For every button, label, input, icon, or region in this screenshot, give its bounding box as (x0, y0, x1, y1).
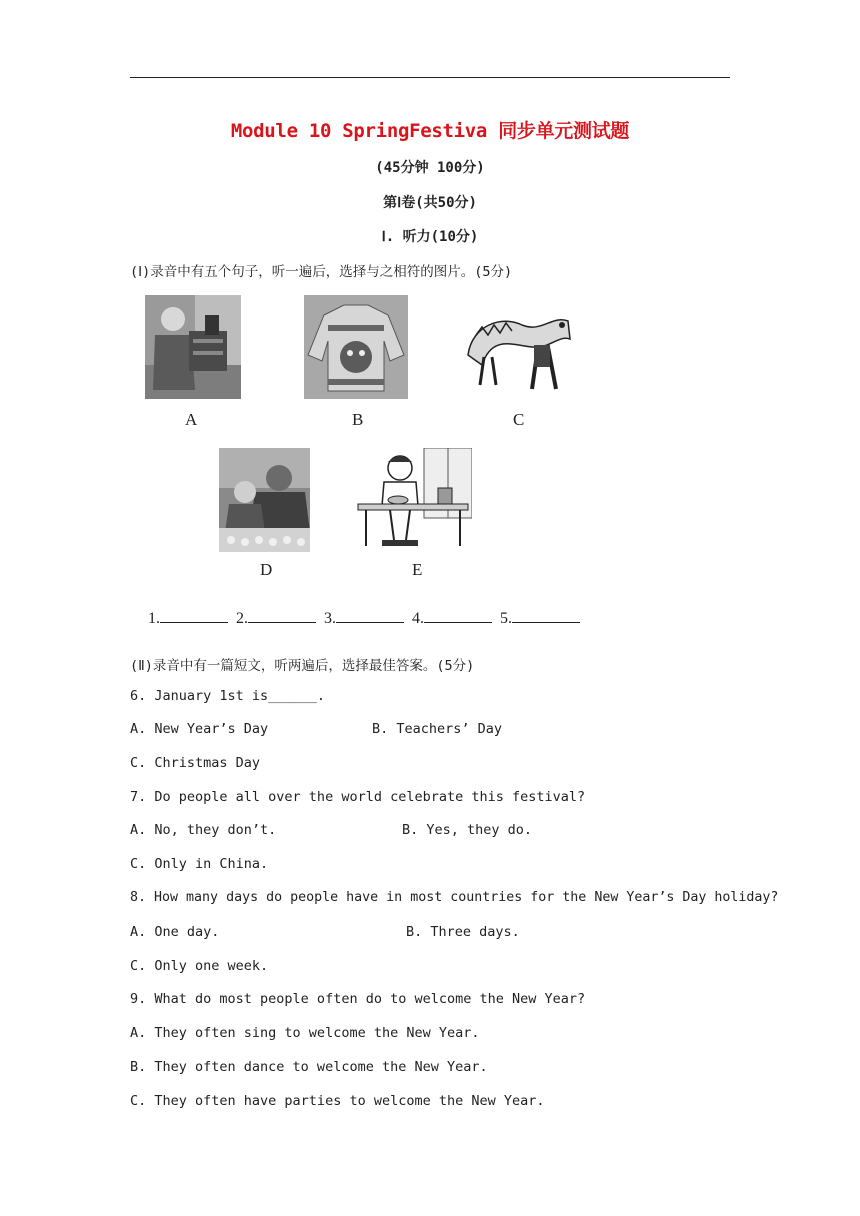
blank-label-5: 5. (500, 610, 512, 627)
question-6: 6. January 1st is______. (130, 688, 326, 704)
blank-label-2: 2. (236, 610, 248, 627)
question-8: 8. How many days do people have in most countries for the New Year’s Day holiday? (130, 890, 779, 905)
q6-option-b: B. Teachers’ Day (372, 721, 503, 737)
picture-label-e: E (412, 560, 423, 579)
question-7: 7. Do people all over the world celebrate this festival? (130, 789, 586, 805)
q8-option-a: A. One day. (130, 924, 220, 940)
q9-option-a: A. They often sing to welcome the New Year. (130, 1025, 480, 1041)
blank-label-3: 3. (324, 610, 336, 627)
blank-2[interactable] (248, 608, 316, 623)
blank-1[interactable] (160, 608, 228, 623)
part-i-instruction: (Ⅰ)录音中有五个句子，听一遍后，选择与之相符的图片。(5分) (130, 264, 513, 280)
q8-option-b: B. Three days. (406, 924, 520, 940)
girl-sweater-photo (145, 295, 241, 399)
page-title: Module 10 SpringFestiva 同步单元测试题 (230, 120, 630, 142)
section-heading: Ⅰ. 听力(10分) (381, 229, 479, 245)
part-ii-instruction: (Ⅱ)录音中有一篇短文，听两遍后，选择最佳答案。(5分) (130, 658, 475, 674)
sweater-photo (304, 295, 408, 399)
q9-option-c: C. They often have parties to welcome the New Year. (130, 1093, 545, 1109)
q6-option-a: A. New Year’s Day (130, 721, 269, 737)
q9-option-b: B. They often dance to welcome the New Year. (130, 1059, 488, 1075)
picture-label-d: D (260, 560, 273, 579)
blank-4[interactable] (424, 608, 492, 623)
blank-3[interactable] (336, 608, 404, 623)
dragon-dance-drawing (462, 295, 576, 399)
time-score: (45分钟 100分) (375, 160, 485, 176)
picture-label-c: C (513, 410, 525, 429)
man-eating-drawing (354, 448, 472, 552)
header-rule (130, 77, 730, 78)
q7-option-a: A. No, they don’t. (130, 822, 277, 838)
picture-label-b: B (352, 410, 364, 429)
blank-label-1: 1. (148, 610, 160, 627)
family-dumplings-photo (219, 448, 310, 552)
q7-option-b: B. Yes, they do. (402, 822, 533, 838)
q6-option-c: C. Christmas Day (130, 755, 261, 771)
question-9: 9. What do most people often do to welcome the New Year? (130, 991, 586, 1007)
picture-label-a: A (185, 410, 198, 429)
q7-option-c: C. Only in China. (130, 856, 269, 872)
part-heading: 第Ⅰ卷(共50分) (383, 195, 477, 211)
blank-label-4: 4. (412, 610, 424, 627)
answer-blanks (148, 608, 584, 628)
q8-option-c: C. Only one week. (130, 958, 269, 974)
blank-5[interactable] (512, 608, 580, 623)
